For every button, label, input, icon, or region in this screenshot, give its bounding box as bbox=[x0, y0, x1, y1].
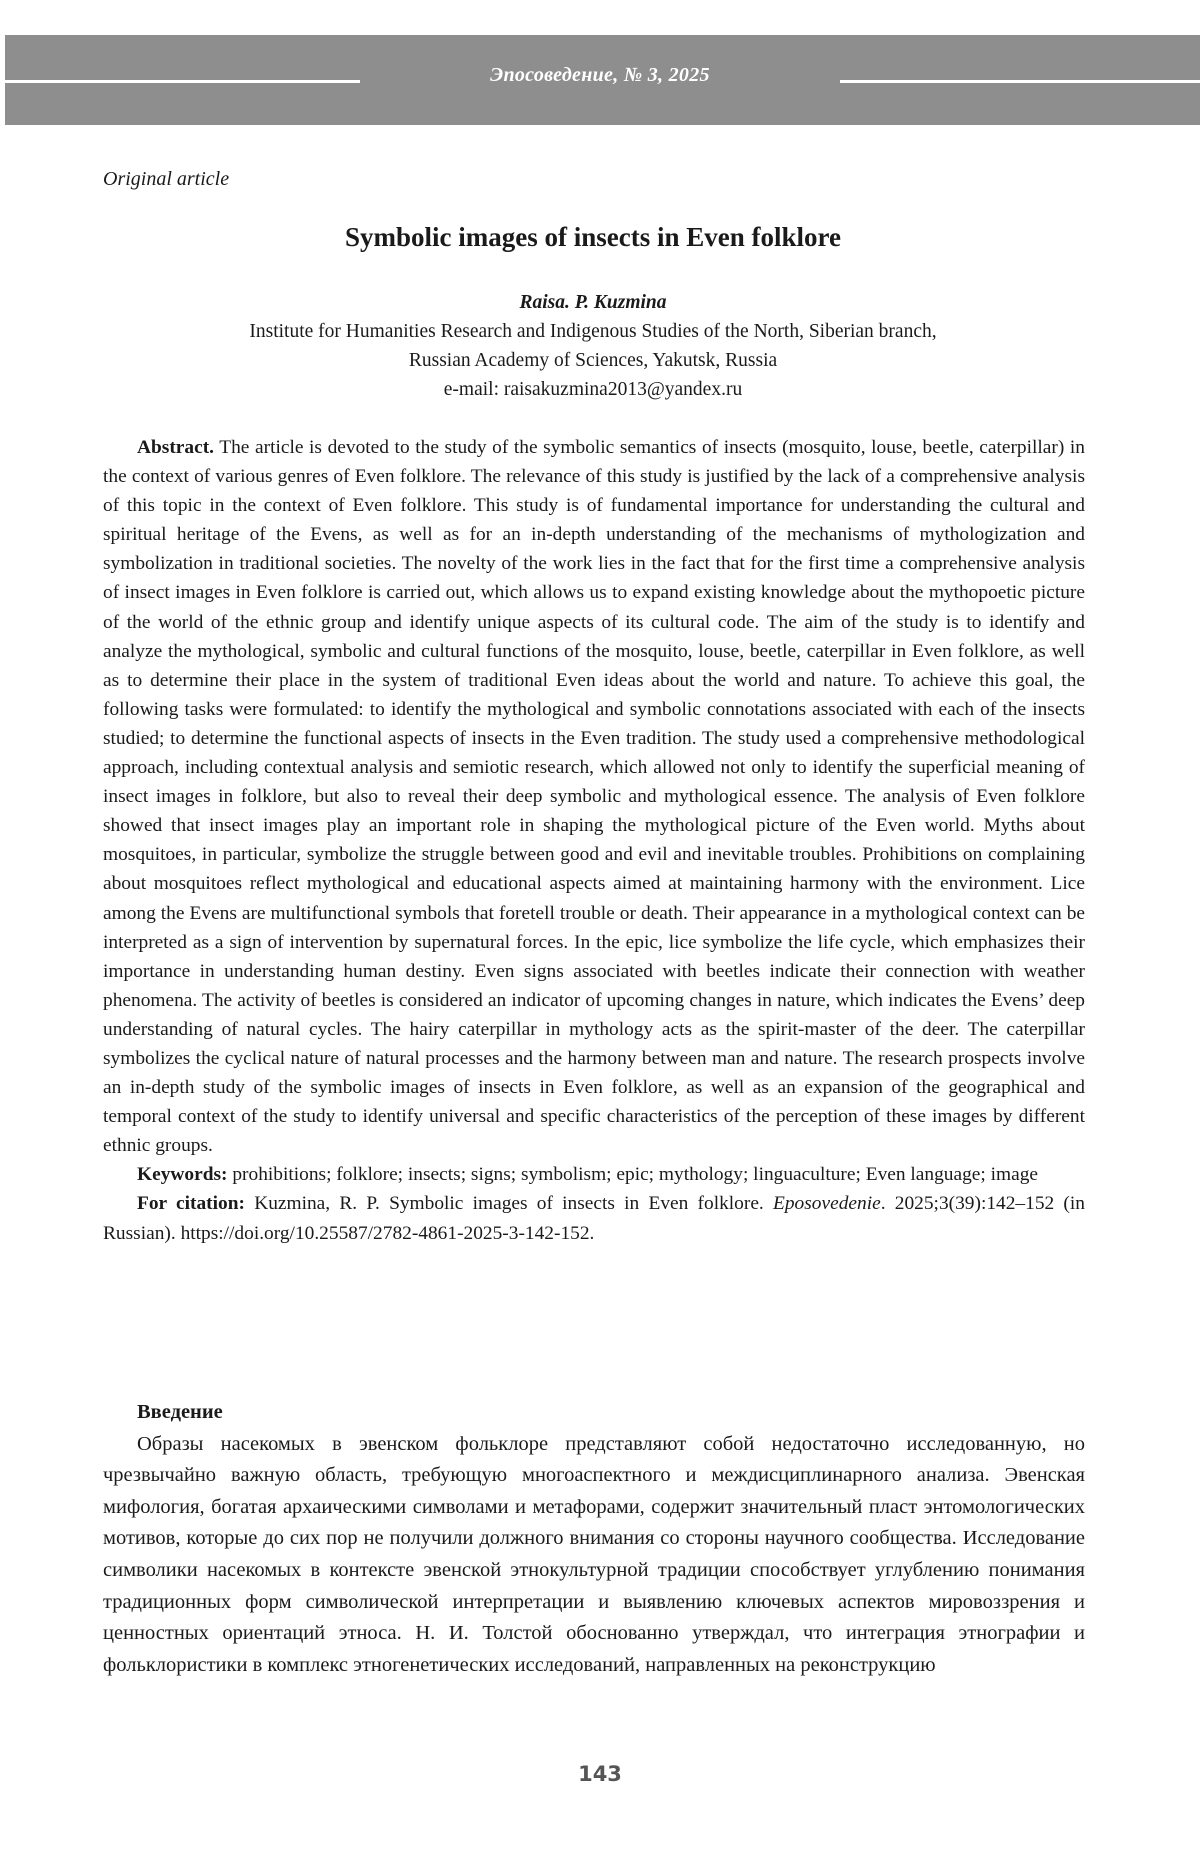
journal-running-title: Эпосоведение, № 3, 2025 bbox=[490, 64, 710, 86]
header-rule-left bbox=[5, 80, 360, 83]
introduction-section bbox=[103, 1397, 1085, 1681]
introduction-heading: Введение bbox=[137, 1401, 223, 1423]
keywords-paragraph bbox=[103, 1160, 1085, 1189]
affiliation-line-1: Institute for Humanities Research and Indigenous Studies of the North, Siberian branch, bbox=[249, 321, 937, 342]
author-name: Raisa. P. Kuzmina bbox=[519, 292, 667, 313]
abstract-text: The article is devoted to the study of the symbolic semantics of insects (mosquito, louse, beetle, caterpillar) in the context of various genres of Even folklore. The relevance of this study is justified by the lack of a comprehensive analysis of this topic in the context of Even folklore. This study is of fundamental importance for understanding the cultural and spiritual heritage of the Evens, as well as for an in-depth understanding of the mechanisms of mythologization and symbolization in traditional societies. The novelty of the work lies in the fact that for the first time a comprehensive analysis of insect images in Even folklore is carried out, which allows us to expand existing knowledge about the mythopoetic picture of the world of the ethnic group and identify unique aspects of its cultural code. The aim of the study is to identify and analyze the mythological, symbolic and cultural functions of the mosquito, louse, beetle, caterpillar in Even folklore, as well as to determine their place in the system of traditional Even ideas about the world and nature. To achieve this goal, the following tasks were formulated: to identify the mythological and symbolic connotations associated with each of the insects studied; to determine the functional aspects of insects in the Even tradition. The study used a comprehensive methodological approach, including contextual analysis and semiotic research, which allowed not only to identify the superficial meaning of insect images in folklore, but also to reveal their deep symbolic and mythological essence. The analysis of Even folklore showed that insect images play an important role in shaping the mythological picture of the Even world. Myths about mosquitoes, in particular, symbolize the struggle between good and evil and inevitable troubles. Prohibitions on complaining about mosquitoes reflect mythological and educational aspects aimed at maintaining harmony with the environment. Lice among the Evens are multifunctional symbols that foretell trouble or death. Their appearance in a mythological context can be interpreted as a sign of intervention by supernatural forces. In the epic, lice symbolize the life cycle, which emphasizes their importance in understanding human destiny. Even signs associated with beetles indicate their connection with weather phenomena. The activity of beetles is considered an indicator of upcoming changes in nature, which indicates the Evens’ deep understanding of natural cycles. The hairy caterpillar in mythology acts as the spirit-master of the deer. The caterpillar symbolizes the cyclical nature of natural processes and the harmony between man and nature. The research prospects involve an in-depth study of the symbolic images of insects in Even folklore, as well as an expansion of the geographical and temporal context of the study to identify universal and specific characteristics of the perception of these images by different ethnic groups. bbox=[103, 437, 1085, 1157]
abstract-label: Abstract. bbox=[137, 437, 215, 458]
article-type: Original article bbox=[103, 168, 230, 190]
citation-text-before: Kuzmina, R. P. Symbolic images of insects in Even folklore. bbox=[254, 1193, 764, 1215]
citation-label: For citation: bbox=[137, 1193, 245, 1215]
author-block bbox=[100, 288, 1086, 404]
citation-paragraph bbox=[103, 1189, 1085, 1247]
keywords-text: prohibitions; folklore; insects; signs; symbolism; epic; mythology; linguaculture; Even language; image bbox=[232, 1164, 1039, 1186]
introduction-paragraph: Образы насекомых в эвенском фольклоре представляют собой недостаточно исследованную, но чрезвычайно важную область, требующую многоаспектного и междисциплинарного анализа. Эвенская мифология, богатая архаическими символами и метафорами, содержит значительный пласт энтомологических мотивов, которые до сих пор не получили должного внимания со стороны научного сообщества. Исследование символики насекомых в контексте эвенской этнокультурной традиции способствует углублению понимания традиционных форм символической интерпретации и выявлению ключевых аспектов мировоззрения и ценностных ориентаций этноса. Н. И. Толстой обоснованно утверждал, что интеграция этнографии и фольклористики в комплекс этногенетических исследований, направленных на реконструкцию bbox=[103, 1432, 1085, 1676]
article-title: Symbolic images of insects in Even folklore bbox=[345, 222, 841, 252]
citation-text-after[interactable]: . 2025;3(39):142–152 (in Russian). https://doi.org/10.25587/2782-4861-2025-3-142-152. bbox=[103, 1193, 1085, 1244]
author-email[interactable]: e-mail: raisakuzmina2013@yandex.ru bbox=[443, 379, 743, 400]
page-number: 143 bbox=[578, 1762, 622, 1786]
header-rule-right bbox=[840, 80, 1200, 83]
abstract-paragraph bbox=[103, 433, 1085, 1160]
affiliation-line-2: Russian Academy of Sciences, Yakutsk, Russia bbox=[408, 350, 778, 371]
abstract-section bbox=[103, 433, 1085, 1248]
keywords-label: Keywords: bbox=[137, 1164, 228, 1186]
citation-journal: Eposovedenie bbox=[773, 1193, 881, 1215]
